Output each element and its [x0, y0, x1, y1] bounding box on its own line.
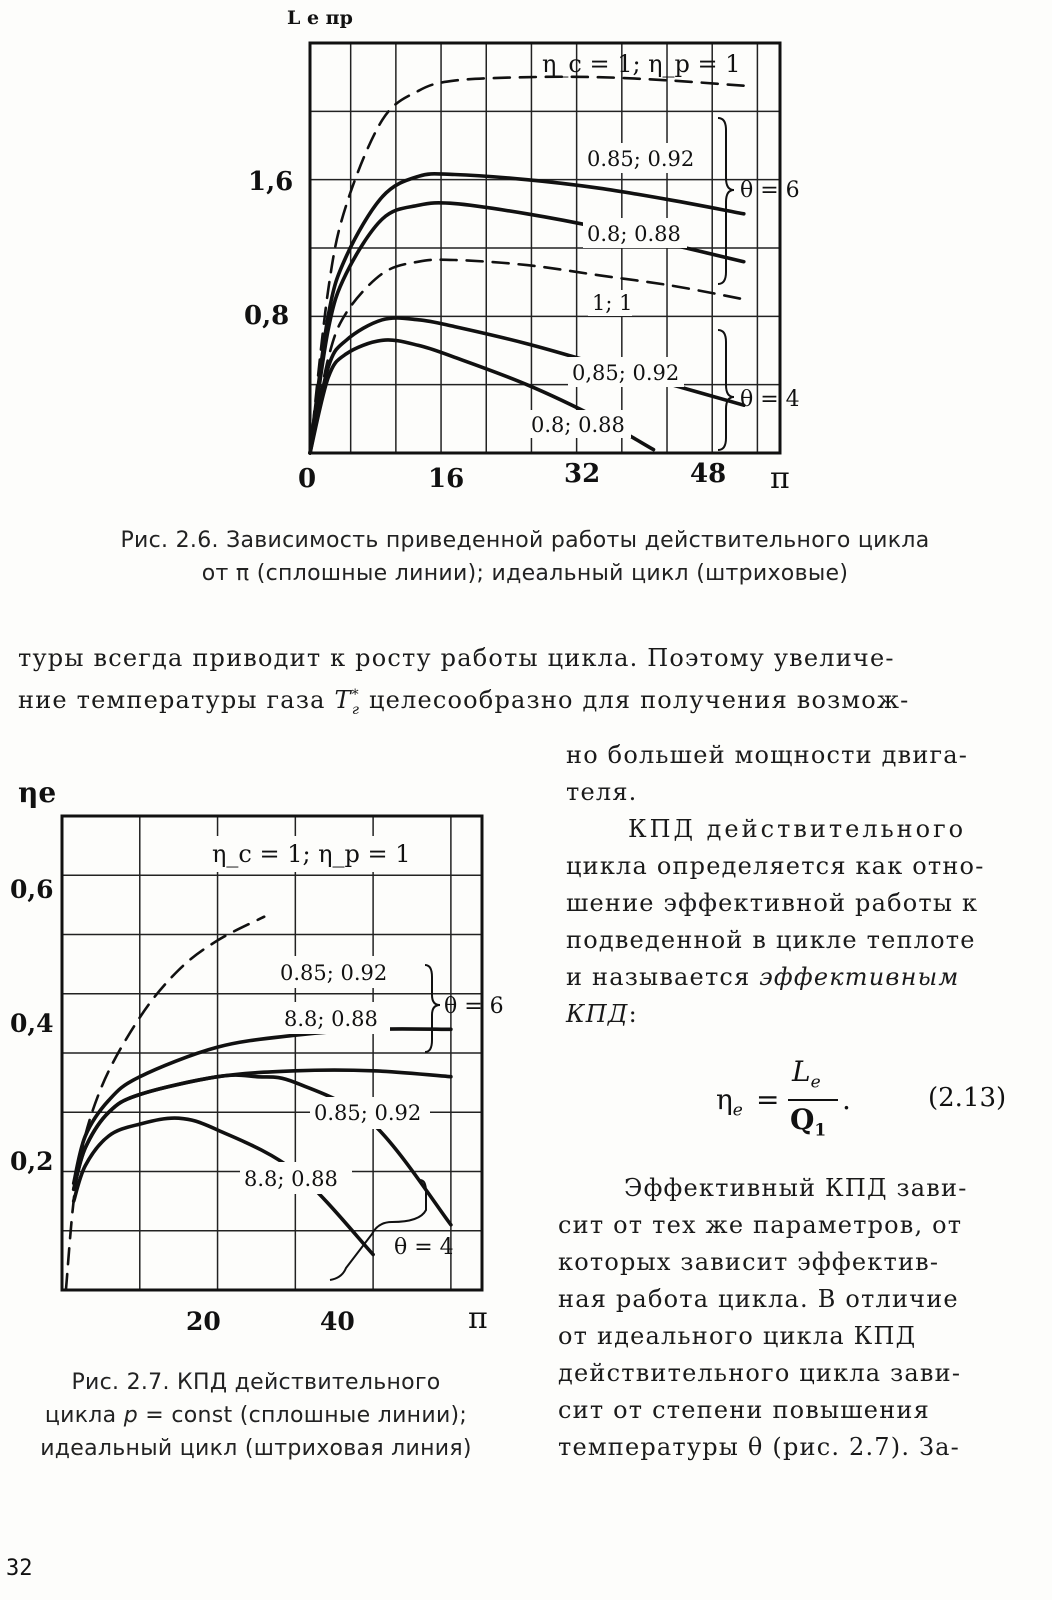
figure-2-7-ytick: 0,6: [10, 875, 54, 904]
text-line: шение эффективной работы к: [566, 889, 979, 917]
period: .: [842, 1083, 851, 1116]
figure-2-6-brace: [718, 330, 734, 450]
figure-2-6-xtick: 48: [690, 459, 727, 489]
figure-2-7-group-label: θ = 4: [394, 1235, 454, 1260]
series-line: [66, 917, 264, 1290]
figure-2-6-xtick: 16: [428, 464, 465, 494]
caption-line: Рис. 2.6. Зависимость приведенной работы действительного цикла: [120, 528, 930, 553]
figure-2-6-ideal-label: η_c = 1; η_p = 1: [542, 50, 741, 78]
text-line: действительного цикла зави-: [558, 1359, 962, 1387]
caption-line: от π (сплошные линии); идеальный цикл (штриховые): [201, 561, 849, 586]
text-line: Эффективный КПД зави-: [624, 1174, 968, 1202]
figure-2-7-y-axis-label: ηe: [18, 776, 57, 809]
figure-2-6-group-label: θ = 4: [740, 387, 800, 412]
fraction-bar: [788, 1099, 838, 1101]
figure-2-6-curve-label: 1; 1: [592, 291, 633, 315]
denominator: $Q_1$: [790, 1103, 827, 1141]
figure-2-7: [0, 770, 540, 1350]
figure-2-6-curve-label: 0.8; 0.88: [587, 222, 681, 246]
figure-2-6-caption: [20, 524, 1030, 590]
temperature-symbol: $T^*_г$: [334, 686, 361, 718]
figure-2-7-x-axis-label: π: [468, 1301, 488, 1336]
figure-2-6-curve-label: 0.85; 0.92: [587, 147, 695, 171]
italic-term: эффективным: [759, 963, 960, 991]
figure-2-7-grid: [62, 816, 482, 1290]
page-number: 32: [6, 1556, 33, 1581]
equals-sign: =: [756, 1083, 780, 1116]
text-fragment: ние температуры газа: [18, 686, 335, 714]
text-line: [566, 996, 1028, 1033]
text-line: [18, 677, 1028, 729]
series-line: [310, 260, 744, 453]
equation-2-13: [716, 1055, 1036, 1145]
figure-2-7-curve-label: 8.8; 0.88: [244, 1167, 338, 1191]
figure-2-7-group-label: θ = 6: [444, 994, 504, 1019]
text-line: сит от тех же параметров, от: [558, 1211, 963, 1239]
figure-2-6-ytick: 1,6: [248, 167, 294, 197]
text-line: туры всегда приводит к росту работы цикла. Поэтому увеличе-: [18, 644, 895, 672]
text-fragment: целесообразно для получения возмож-: [360, 686, 910, 714]
caption-line: Рис. 2.7. КПД действительного: [71, 1370, 441, 1395]
text-line: КПД действительного: [628, 815, 967, 843]
figure-2-7-ytick: 0,2: [10, 1147, 54, 1176]
right-column-bottom-text: [558, 1170, 1028, 1466]
text-line: ная работа цикла. В отличие: [558, 1285, 959, 1313]
figure-2-6-x-axis-label: π: [770, 461, 790, 496]
figure-2-6: [0, 0, 1052, 500]
text-fragment: :: [628, 1000, 638, 1028]
caption-line: идеальный цикл (штриховая линия): [40, 1436, 472, 1461]
italic-term: КПД: [566, 1000, 629, 1028]
right-column-text: [566, 737, 1028, 1033]
text-line: теля.: [566, 778, 638, 806]
figure-2-6-y-axis-label: L e пр: [287, 7, 353, 29]
text-line: температуры θ (рис. 2.7). За-: [558, 1433, 960, 1461]
figure-2-6-xtick: 0: [298, 464, 317, 494]
text-line: от идеального цикла КПД: [558, 1322, 917, 1350]
figure-2-6-xtick: 32: [564, 459, 601, 489]
figure-2-7-xtick: 20: [186, 1307, 221, 1336]
text-line: [566, 959, 1028, 996]
figure-2-7-xtick: 40: [320, 1307, 355, 1336]
series-line: [310, 174, 744, 453]
text-line: цикла определяется как отно-: [566, 852, 985, 880]
figure-2-7-curve-label: 0.85; 0.92: [280, 961, 388, 985]
figure-2-6-curves: [310, 77, 744, 453]
figure-2-7-caption: [0, 1366, 512, 1465]
figure-2-7-curve-label: 8.8; 0.88: [284, 1007, 378, 1031]
numerator: $L_e$: [792, 1055, 821, 1093]
text-line: которых зависит эффектив-: [558, 1248, 940, 1276]
text-line: подведенной в цикле теплоте: [566, 926, 976, 954]
text-line: но большей мощности двига-: [566, 741, 969, 769]
caption-line: цикла p = const (сплошные линии);: [44, 1403, 468, 1428]
figure-2-6-curve-label: 0,85; 0.92: [572, 361, 680, 385]
figure-2-6-group-label: θ = 6: [740, 178, 800, 203]
figure-2-6-curve-label: 0.8; 0.88: [531, 413, 625, 437]
text-fragment: и называется: [566, 963, 760, 991]
figure-2-6-ytick: 0,8: [244, 301, 290, 331]
figure-2-7-ideal-label: η_c = 1; η_p = 1: [212, 840, 411, 868]
eta-e-symbol: $\eta_e$: [716, 1083, 743, 1121]
figure-2-7-ytick: 0,4: [10, 1009, 54, 1038]
paragraph-top: [18, 640, 1028, 729]
figure-2-7-curve-label: 0.85; 0.92: [314, 1101, 422, 1125]
figure-2-7-brace: [425, 965, 440, 1052]
equation-number: (2.13): [928, 1083, 1007, 1113]
text-line: сит от степени повышения: [558, 1396, 930, 1424]
